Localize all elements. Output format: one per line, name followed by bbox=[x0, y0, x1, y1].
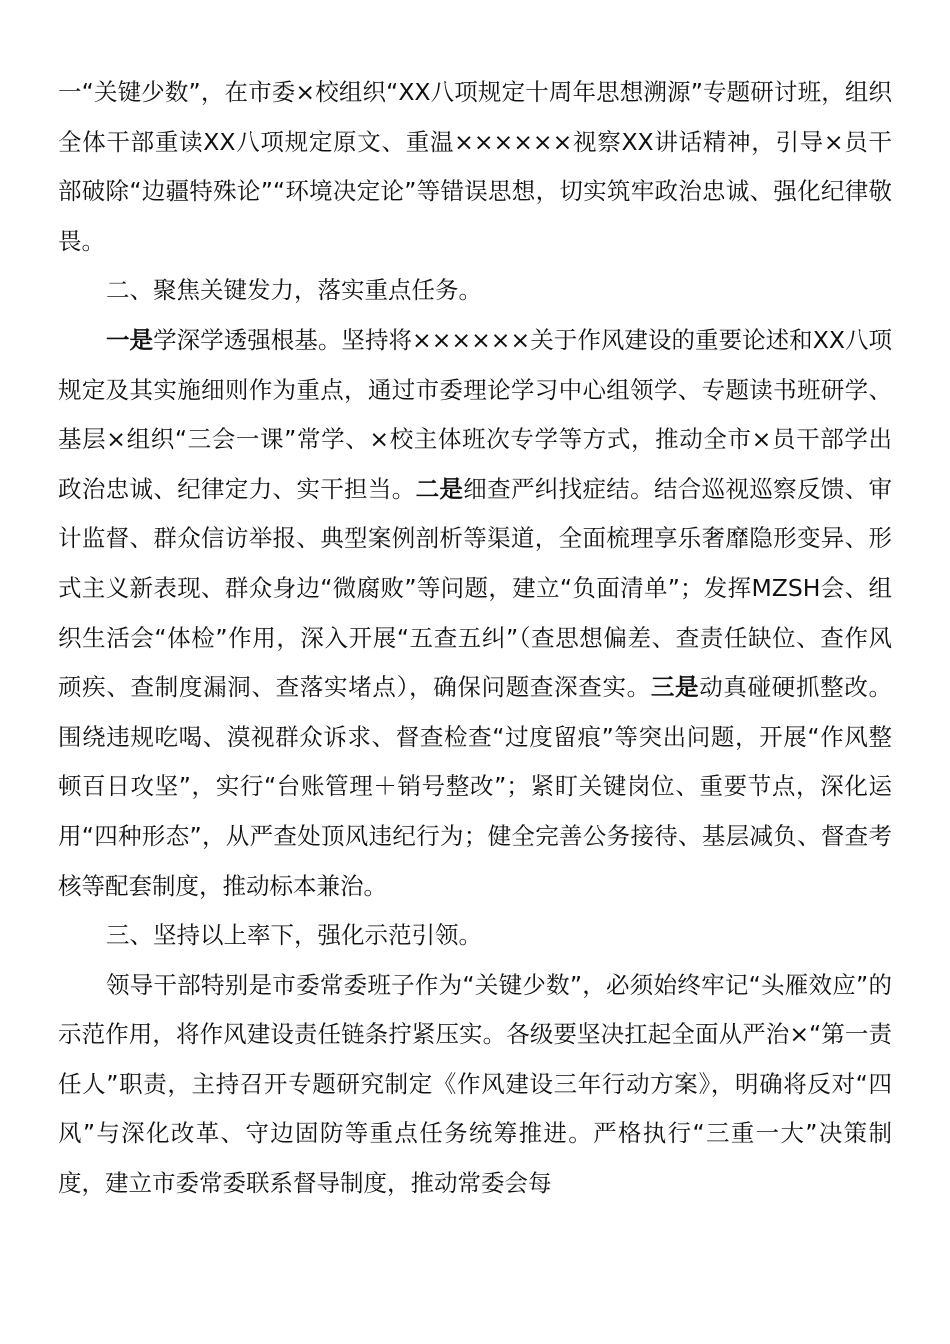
item-label-1: 一是 bbox=[106, 325, 154, 354]
item-text-1: 学深学透强根基。坚持将××××××关于作风建设的重要论述和XX八项规定及其实施细则作为重点，通过市委理论学习中心组领学、专题读书班研学、基层×组织“三会一课”常学、×校主体班次专学等方式，推动全市×员干部学出政治忠诚、纪律定力、实干担当。 bbox=[58, 325, 893, 503]
item-text-2: 细查严纠找症结。结合巡视巡察反馈、审计监督、群众信访举报、典型案例剖析等渠道，全面梳理享乐奢靡隐形变异、形式主义新表现、群众身边“微腐败”等问题，建立“负面清单”；发挥MZSH会、组织生活会“体检”作用，深入开展“五查五纠”（查思想偏差、查责任缺位、查作风顽疾、查制度漏洞、查落实堵点），确保问题查深查实。 bbox=[58, 474, 893, 702]
paragraph-1-text: 一“关键少数”，在市委×校组织“XX八项规定十周年思想溯源”专题研讨班，组织全体干部重读XX八项规定原文、重温××××××视察XX讲话精神，引导×员干部破除“边疆特殊论”“环境决定论”等错误思想，切实筑牢政治忠诚、强化纪律敬畏。 bbox=[58, 78, 892, 255]
item-label-2: 二是 bbox=[415, 474, 464, 503]
item-label-3: 三是 bbox=[650, 673, 700, 702]
paragraph-1 bbox=[58, 68, 892, 266]
section-heading-2-text: 二、聚焦关键发力，落实重点任务。 bbox=[106, 276, 482, 305]
paragraph-3 bbox=[58, 316, 892, 911]
paragraph-5 bbox=[58, 961, 892, 1209]
item-text-3: 动真碰硬抓整改。围绕违规吃喝、漠视群众诉求、督查检查“过度留痕”等突出问题，开展“作风整顿百日攻坚”，实行“台账管理＋销号整改”；紧盯关键岗位、重要节点，深化运用“四种形态”，从严查处顶风违纪行为；健全完善公务接待、基层减负、督查考核等配套制度，推动标本兼治。 bbox=[58, 673, 893, 900]
paragraph-5-text: 领导干部特别是市委常委班子作为“关键少数”，必须始终牢记“头雁效应”的示范作用，将作风建设责任链条拧紧压实。各级要坚决扛起全面从严治×“第一责任人”职责，主持召开专题研究制定《作风建设三年行动方案》，明确将反对“四风”与深化改革、守边固防等重点任务统筹推进。严格执行“三重一大”决策制度，建立市委常委联系督导制度，推动常委会每 bbox=[58, 970, 892, 1198]
section-heading-3 bbox=[58, 911, 892, 961]
section-heading-2 bbox=[58, 266, 892, 316]
section-heading-3-text: 三、坚持以上率下，强化示范引领。 bbox=[106, 921, 482, 950]
document-page bbox=[58, 68, 892, 1209]
